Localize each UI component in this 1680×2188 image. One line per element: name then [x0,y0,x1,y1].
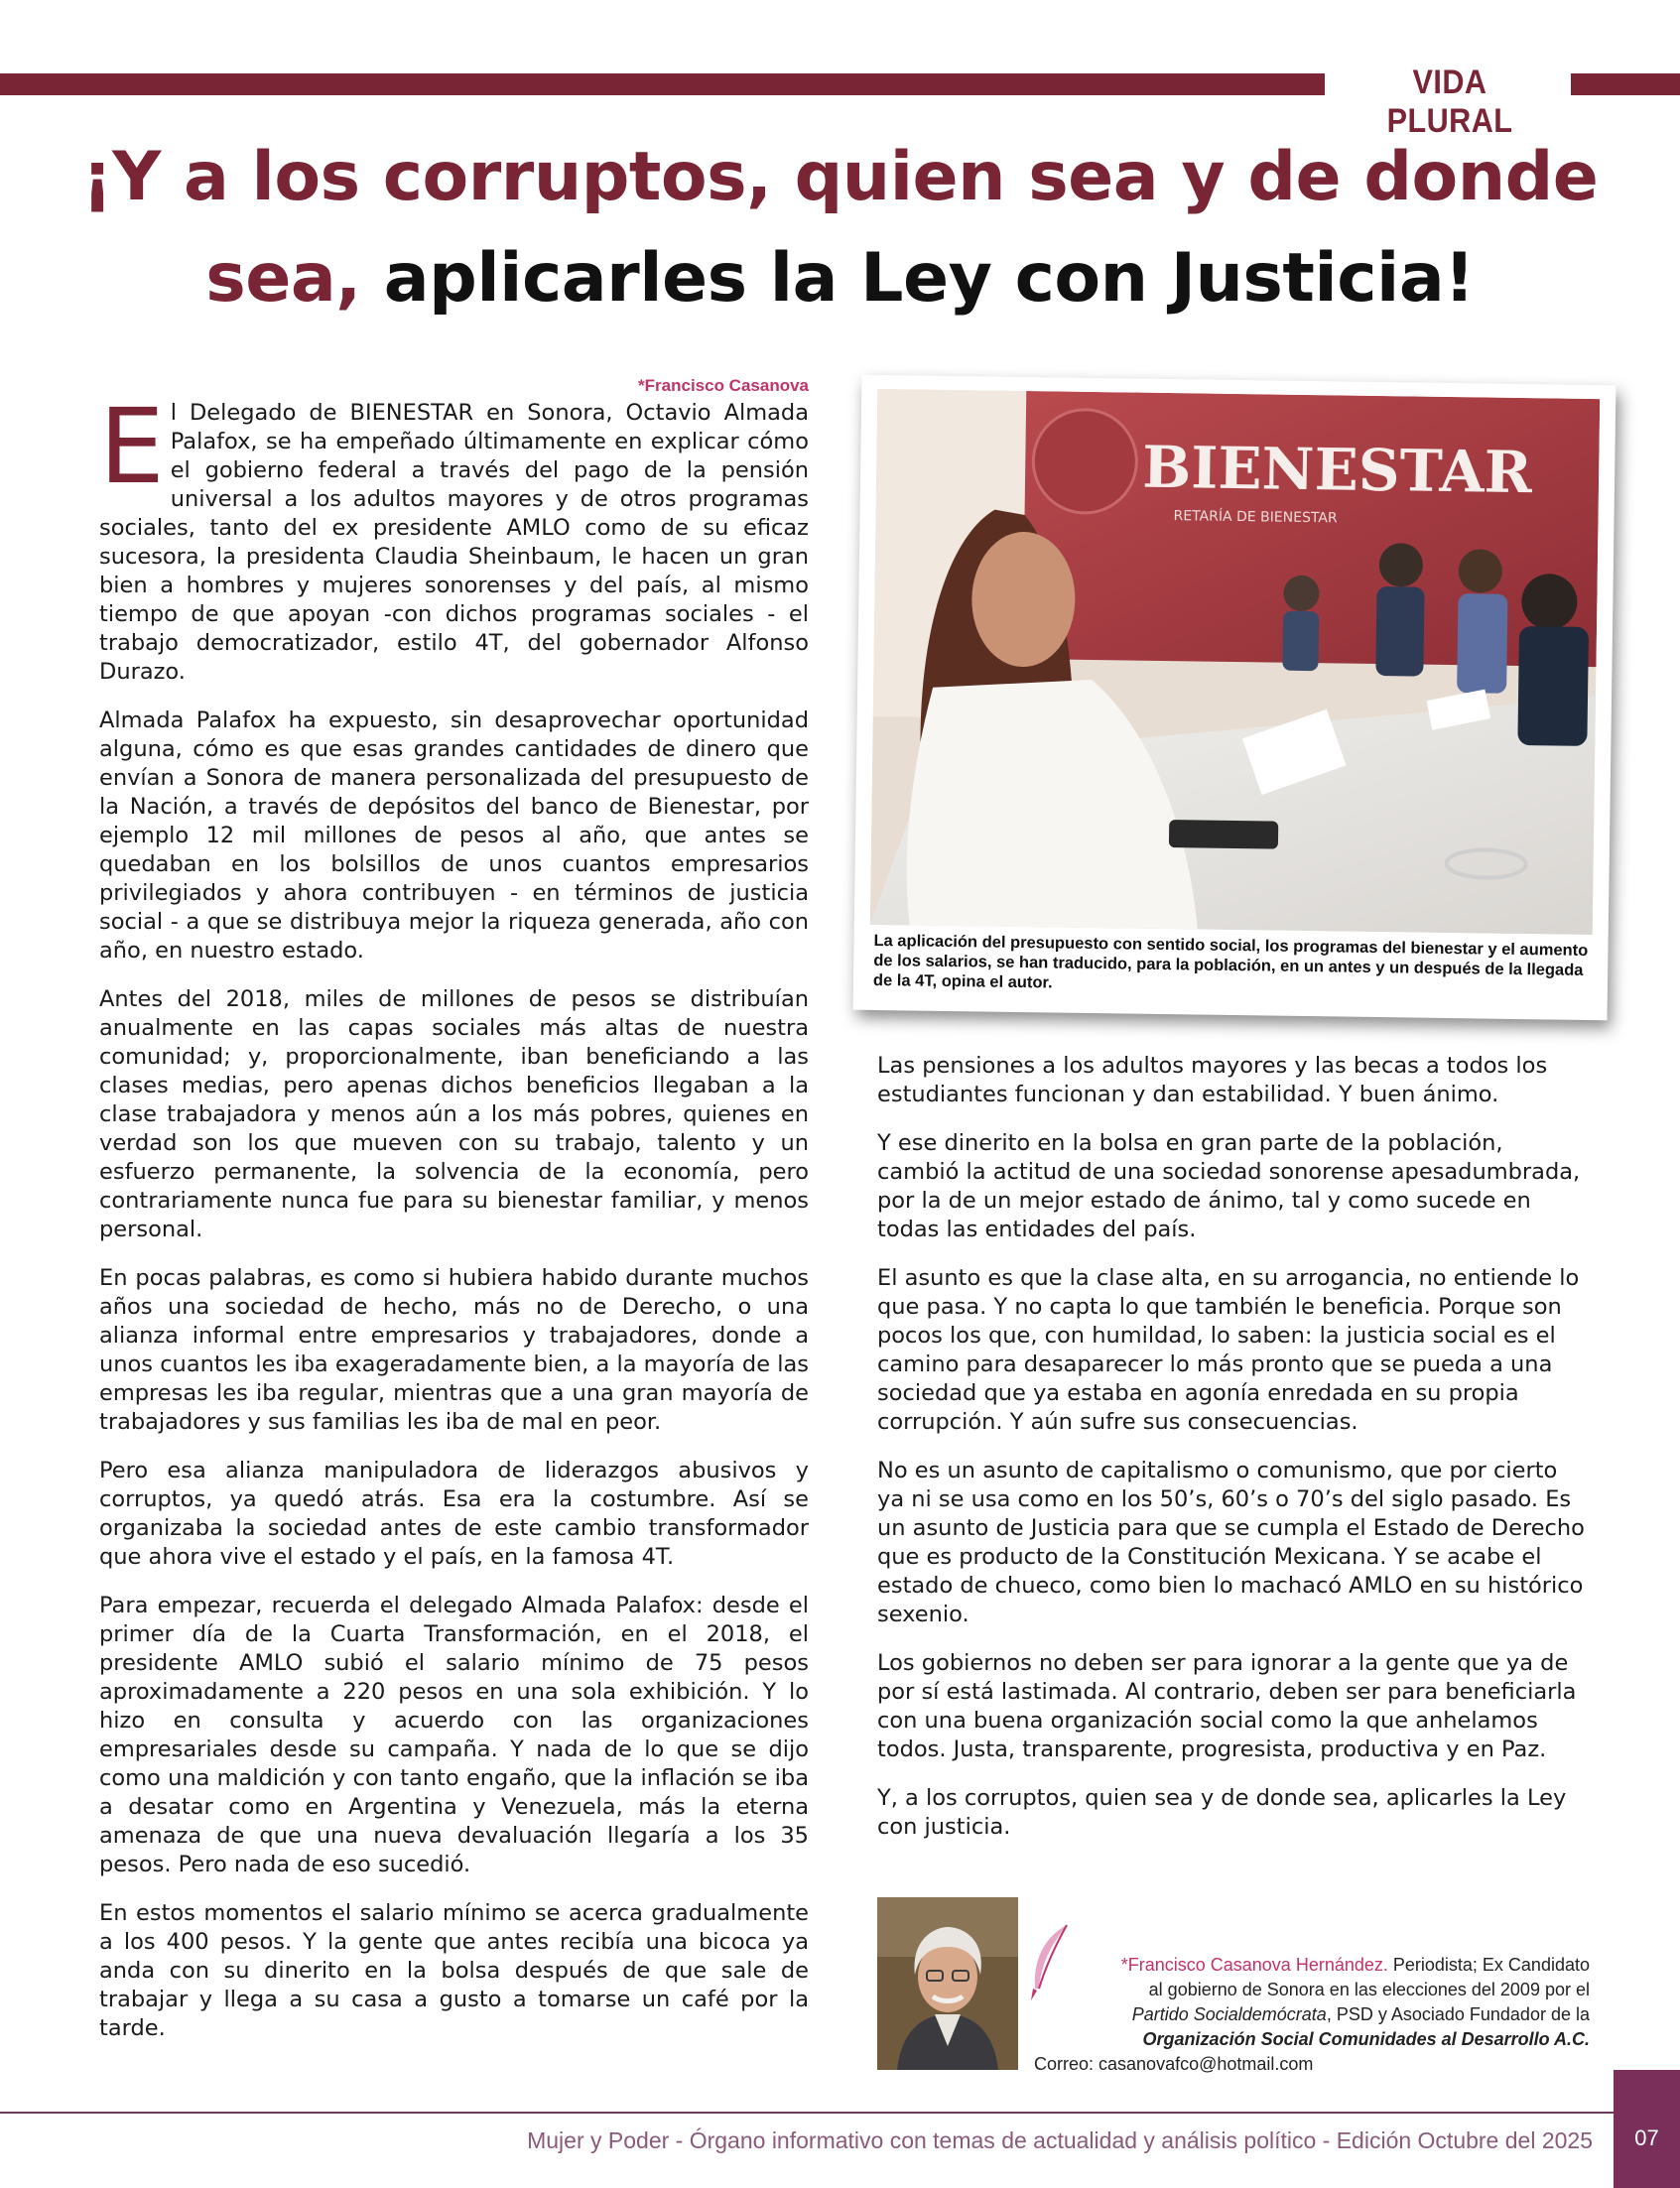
bienestar-office-photo [870,389,1600,935]
headline-part2: aplicarles la Ley con Justicia! [383,239,1475,318]
photo-caption: La aplicación del presupuesto con sentido social, los programas del bienestar y el aumento de los salarios, se han traducido, para la población, en un antes y un después de la llegada de la 4T, opina el autor. [872,931,1589,992]
author-bio [1032,1953,1590,2052]
paragraph: En estos momentos el salario mínimo se acerca gradualmente a los 400 pesos. Y la gente que antes recibía una bicoca ya anda con su dinerito en la bolsa después de que sale de trabajar y llega a su casa a gusto a tomarse un café por la tarde. [99,1900,809,2041]
paragraph: Antes del 2018, miles de millones de pesos se distribuían anualmente en las capas sociales más altas de nuestra comunidad; y, proporcionalmente, iban beneficiando a las clases medias, pero apenas dichos beneficios llegaban a la clase trabajadora y menos aún a los más pobres, quienes en verdad son los que mueven con su trabajo, talento y un esfuerzo permanente, la solvencia de la economía, pero contrariamente nunca fue para su bienestar familiar, y menos personal. [99,986,809,1242]
paragraph: Los gobiernos no deben ser para ignorar a la gente que ya de por sí está lastimada. Al contrario, deben ser para beneficiarla con una buena organización social como la que anhelamos todos. Justa, transparente, progresista, productiva y en Paz. [877,1650,1577,1762]
paragraph: En pocas palabras, es como si hubiera habido durante muchos años una sociedad de hecho, más no de Derecho, o una alianza informal entre empresarios y trabajadores, donde a unos cuantos les iba exageradamente bien, a la mayoría de las empresas les iba regular, mientras que a una gran mayoría de trabajadores y sus familias les iba de mal en peor. [99,1265,809,1435]
author-portrait [877,1897,1018,2070]
paragraph: Almada Palafox ha expuesto, sin desaprovechar oportunidad alguna, cómo es que esas grandes cantidades de dinero que envían a Sonora de manera personalizada del presupuesto de la Nación, a través de depósitos del banco de Bienestar, por ejemplo 12 mil millones de pesos al año, que antes se quedaban en los bolsillos de unos cuantos empresarios privilegiados y ahora contribuyen - en términos de justicia social - a que se distribuya mejor la riqueza generada, año con año, en nuestro estado. [99,708,809,964]
bio-line-3 [1032,2002,1590,2027]
author-email: Correo: casanovafco@hotmail.com [1034,2054,1314,2074]
paragraph: No es un asunto de capitalismo o comunismo, que por cierto ya ni se usa como en los 50’s, 60’s o 70’s del siglo pasado. Es un asunto de Justicia para que se cumpla el Estado de Derecho que es producto de la Constitución Mexicana. Y se acabe el estado de chueco, como bien lo machacó AMLO en su histórico sexenio. [877,1458,1585,1627]
paragraph: El asunto es que la clase alta, en su arrogancia, no entiende lo que pasa. Y no capta lo que también le beneficia. Porque son pocos los que, con humildad, lo saben: la justicia social es el camino para desaparecer lo más pronto que se pueda a una sociedad que ya estaba en agonía enredada en su propia corrupción. Y aún sufre sus consecuencias. [877,1265,1580,1435]
bio-line-3-rest: , PSD y Asociado Fundador de la [1326,2004,1590,2024]
footer-rule [0,2112,1614,2114]
bio-name: *Francisco Casanova Hernández. [1120,1955,1388,1975]
banner-text: BIENESTAR [1141,433,1533,507]
banner-subtext: RETARÍA DE BIENESTAR [1173,508,1338,527]
page-number: 07 [1634,2125,1659,2150]
paragraph: Las pensiones a los adultos mayores y las becas a todos los estudiantes funcionan y dan estabilidad. Y buen ánimo. [877,1053,1548,1107]
section-label: VIDA PLURAL [1386,64,1513,140]
paragraph: Para empezar, recuerda el delegado Almada Palafox: desde el primer día de la Cuarta Transformación, en el 2018, el presidente AMLO subió el salario mínimo de 75 pesos aproximadamente a 220 pesos en una sola exhibición. Y lo hizo en consulta y acuerdo con las organizaciones empresariales desde su campaña. Y nada de lo que se dijo como una maldición y con tanto engaño, que la inflación se iba a desatar como en Argentina y Venezuela, más la eterna amenaza de que una nueva devaluación llegaría a los 35 pesos. Pero nada de eso sucedió. [99,1593,809,1877]
section-bar-right [1571,73,1680,95]
byline: *Francisco Casanova [638,376,809,395]
bio-party: Partido Socialdemócrata [1131,2004,1327,2024]
paragraph: Pero esa alianza manipuladora de liderazgos abusivos y corruptos, ya quedó atrás. Esa era la costumbre. Así se organizaba la sociedad antes de este cambio transformador que ahora vive el estado y el país, en la famosa 4T. [99,1458,809,1570]
photo-card [853,375,1616,1021]
bio-line-1 [1032,1953,1590,1978]
bio-line-2: al gobierno de Sonora en las elecciones del 2009 por el [1148,1980,1590,1999]
paragraph: Y, a los corruptos, quien sea y de donde sea, aplicarles la Ley con justicia. [877,1785,1567,1840]
footer-text: Mujer y Poder - Órgano informativo con temas de actualidad y análisis político - Edición Octubre del 2025 [527,2127,1593,2153]
paragraph [99,386,809,687]
paragraph: Y ese dinerito en la bolsa en gran parte de la población, cambió la actitud de una sociedad sonorense apesadumbrada, por la de un mejor estado de ánimo, tal y como sucede en todas las entidades del país. [877,1130,1581,1242]
headline [40,127,1640,329]
bio-org: Organización Social Comunidades al Desarrollo A.C. [1142,2029,1590,2049]
right-column [877,1052,1588,1862]
paragraph-text: l Delegado de BIENESTAR en Sonora, Octavio Almada Palafox, se ha empeñado últimamente en explicar cómo el gobierno federal a través del pago de la pensión universal a los adultos mayores y de otros programas sociales, tanto del ex presidente AMLO como de su eficaz sucesora, la presidenta Claudia Sheinbaum, le hacen un gran bien a hombres y mujeres sonorenses y del país, al mismo tiempo de que apoyan -con dichos programas sociales - el trabajo democratizador, estilo 4T, del gobernador Alfonso Durazo. [99,400,809,685]
headline-part1: ¡Y a los corruptos, quien sea y de donde sea, [81,138,1599,318]
drop-cap: E [99,386,165,507]
section-bar-left [0,73,1325,95]
left-column [99,375,809,2063]
bio-role: Periodista; Ex Candidato [1387,1955,1590,1975]
